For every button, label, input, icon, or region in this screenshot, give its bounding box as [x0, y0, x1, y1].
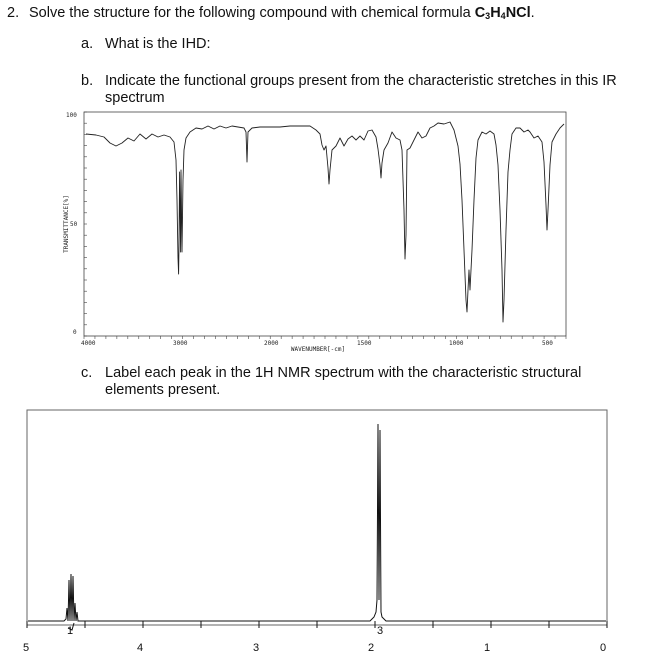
ir-x-axis-label: WAVENUMBER[-cm] [290, 346, 346, 353]
question-title: 2. Solve the structure for the following compound with chemical formula $C_3H_4NCl$. [7, 5, 535, 21]
ir-x-tick-500: 500 [542, 340, 553, 347]
nmr-x-tick-5: 5 [23, 642, 30, 652]
nmr-trace [28, 424, 606, 621]
nmr-spectrum [23, 410, 607, 652]
part-a-letter: a. [81, 36, 94, 52]
part-a-text: What is the IHD: [105, 36, 211, 52]
ir-y-tick-100: 100 [66, 112, 77, 119]
ir-x-tick-4000: 4000 [81, 340, 96, 347]
ir-frame [84, 112, 566, 336]
nmr-peak-label-1: 1 [67, 625, 74, 637]
nmr-x-tick-3: 3 [253, 642, 260, 652]
nmr-x-tick-2: 2 [368, 642, 375, 652]
part-c-text-line1: Label each peak in the 1H NMR spectrum with the characteristic structural [105, 365, 582, 381]
part-b-text-line1: Indicate the functional groups present from the characteristic stretches in this IR [105, 73, 617, 89]
ir-trace [86, 122, 564, 322]
ir-x-tick-1500: 1500 [357, 340, 372, 347]
part-c-letter: c. [81, 365, 93, 381]
ir-y-axis-label: TRANSMITTANCE[%] [63, 195, 70, 253]
question-prompt: Solve the structure for the following compound with chemical formula [29, 5, 475, 21]
nmr-x-tick-4: 4 [137, 642, 144, 652]
part-b-text-line2: spectrum [105, 90, 165, 106]
part-c-text-line2: elements present. [105, 382, 221, 398]
ir-y-tick-50: 50 [70, 221, 78, 228]
part-b-letter: b. [81, 73, 94, 89]
nmr-peak-label-3: 3 [377, 625, 384, 637]
question-number: 2. [7, 5, 20, 21]
ir-tick-marks [84, 112, 566, 339]
ir-y-tick-0: 0 [73, 329, 77, 336]
ir-spectrum [63, 112, 566, 353]
nmr-x-tick-0: 0 [600, 642, 607, 652]
formula: $C_3H_4NCl$ [474, 5, 531, 21]
nmr-frame [27, 410, 607, 625]
ir-x-tick-2000: 2000 [264, 340, 279, 347]
nmr-x-tick-1: 1 [484, 642, 491, 652]
ir-x-tick-3000: 3000 [173, 340, 188, 347]
ir-x-tick-1000: 1000 [449, 340, 464, 347]
